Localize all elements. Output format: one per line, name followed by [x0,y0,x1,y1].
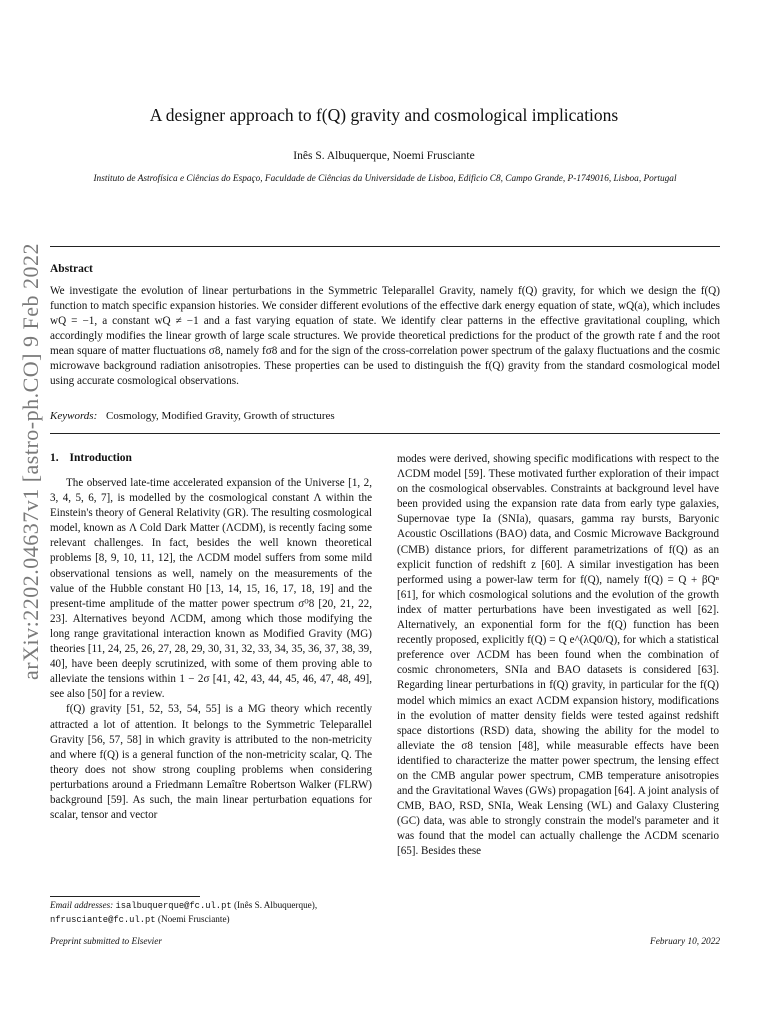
keywords-label: Keywords: [50,410,98,422]
keywords-text: Cosmology, Modified Gravity, Growth of structures [106,410,335,422]
abstract-divider [50,433,720,434]
section-title: Introduction [69,452,132,464]
arxiv-identifier-stamp: arXiv:2202.04637v1 [astro-ph.CO] 9 Feb 2022 [18,242,43,680]
right-column [397,452,719,860]
intro-paragraph-1: The observed late-time accelerated expansion of the Universe [1, 2, 3, 4, 5, 6, 7], is modelled by the cosmological constant Λ within the Einstein's theory of General Relativity (GR). The resulting cosmological model, known as Λ Cold Dark Matter (ΛCDM), is recently facing some relevant challenges. In fact, besides the well known theoretical problems [8, 9, 10, 11, 12], the ΛCDM model suffers from some mild observational tensions as well, namely on the measurements of the value of the Hubble constant H0 [13, 14, 15, 16, 17, 18, 19] and the present-time amplitude of the matter power spectrum σ⁰8 [20, 21, 22, 23]. Alternatives beyond ΛCDM, among which those modifying the long range gravitational interaction known as Modified Gravity (MG) theories [11, 24, 25, 26, 27, 28, 29, 30, 31, 32, 33, 34, 35, 36, 37, 38, 39, 40], have been deeply scrutinized, with some of them proving able to alleviate the tensions within 1 − 2σ [41, 42, 43, 44, 45, 46, 47, 48, 49], see also [50] for a review. [50,477,372,701]
paper-title: A designer approach to f(Q) gravity and cosmological implications [149,105,619,125]
abstract-text: We investigate the evolution of linear perturbations in the Symmetric Teleparallel Gravity, namely f(Q) gravity, for which we design the f(Q) function to match specific expansion histories. We consider different evolutions of the effective dark energy equation of state, wQ(a), which includes wQ = −1, a constant wQ ≠ −1 and a fast varying equation of state. We identify clear patterns in the effective gravitational coupling, which accordingly modifies the linear growth of large scale structures. We provide theoretical predictions for the product of the growth rate f and the root mean square of matter fluctuations σ8, namely fσ8 and for the sign of the cross-correlation power spectrum of the galaxy fluctuations and the cosmic microwave background radiation anisotropies. These properties can be used to distinguish the f(Q) gravity from the standard cosmological model using accurate cosmological observations. [50,285,720,388]
footnote-label: Email addresses: [50,900,114,910]
email-owner-2: (Noemi Frusciante) [157,914,230,924]
footnote-divider [50,896,200,897]
abstract-heading: Abstract [50,263,93,275]
intro-paragraph-3: modes were derived, showing specific modifications with respect to the ΛCDM model [59]. These motivated further exploration of their impact on the cosmological observables. Constraints at background level have been provided using the expansion rate data from early type galaxies, Supernovae type Ia (SNIa), quasars, gamma ray bursts, Baryonic Acoustic Oscillations (BAO) data, and Cosmic Microwave Background (CMB) distance priors, for different parametrizations of f(Q) as an explicit function of redshift z [60]. A similar investigation has been performed using a power-law term for f(Q), namely f(Q) = Q + βQⁿ [61], for which cosmological solutions and the evolution of the growth index of matter perturbations have been investigated as well [62]. Alternatively, an exponential form for the f(Q) function has been recently proposed, explicitly f(Q) = Q e^(λQ0/Q), for which a statistical preference over ΛCDM has been found when the combination of cosmic chronometers, SNIa and BAO datasets is considered [63]. Regarding linear perturbations in f(Q) gravity, in particular for the f(Q) model which mimics an exact ΛCDM expansion history, modifications in the evolution of matter density fields were tested against redshift space distortions (RSD) data, showing the ability for the model to alleviate the σ8 tension [48], while measurable effects have been identified to characterize the matter power spectrum, the lensing effect on the CMB angular power spectrum, CMB temperature anisotropies and the Gravitational Waves (GWs) propagation [64]. A joint analysis of CMB, BAO, RSD, SNIa, Weak Lensing (WL) and Galaxy Clustering (GC) data, was able to strongly constrain the model's parameter and it was found that the model can actually challenge the ΛCDM scenario [65]. Besides these [397,453,719,858]
email-owner-1: (Inês S. Albuquerque), [233,900,318,910]
footnote-emails [50,899,380,927]
author-affiliation: Instituto de Astrofísica e Ciências do Espaço, Faculdade de Ciências da Universidade de Lisboa, Edificio C8, Campo Grande, P-1749016, Lisboa, Portugal [93,174,677,184]
keywords-line [50,410,335,422]
intro-paragraph-2: f(Q) gravity [51, 52, 53, 54, 55] is a MG theory which recently attracted a lot of attention. It belongs to the Symmetric Teleparallel Gravity [56, 57, 58] in which gravity is attributed to the non-metricity and where f(Q) is a general function of the non-metricity scalar, Q. The theory does not show strong coupling problems when considering perturbations around a Friedmann Lemaître Robertson Walker (FLRW) background [59]. As such, the main linear perturbation equations for scalar, tensor and vector [50,703,372,822]
email-link-1[interactable]: isalbuquerque@fc.ul.pt [115,901,232,911]
preprint-note: Preprint submitted to Elsevier [50,937,162,947]
section-number: 1. [50,452,59,464]
section-heading-introduction [50,452,132,464]
left-column [50,476,372,823]
paper-authors: Inês S. Albuquerque, Noemi Frusciante [293,150,475,162]
top-divider [50,246,720,247]
email-link-2[interactable]: nfrusciante@fc.ul.pt [50,915,156,925]
preprint-date: February 10, 2022 [650,937,720,947]
